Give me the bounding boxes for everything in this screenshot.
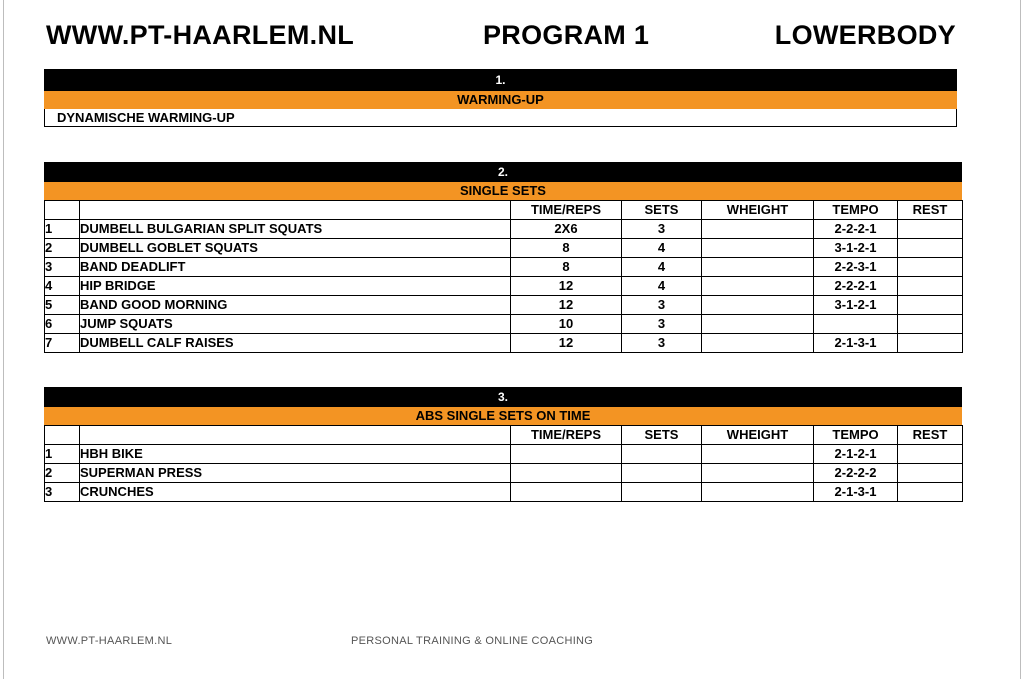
sets-cell: 3	[622, 296, 702, 315]
tempo-cell: 2-2-2-1	[814, 220, 898, 239]
weight-cell	[702, 239, 814, 258]
rest-cell	[898, 220, 963, 239]
row-number: 5	[45, 296, 80, 315]
weight-cell	[702, 445, 814, 464]
rest-cell	[898, 483, 963, 502]
sets-cell: 4	[622, 277, 702, 296]
time-reps-cell	[511, 445, 622, 464]
exercise-name: BAND DEADLIFT	[80, 258, 511, 277]
table-header-row	[45, 426, 963, 445]
row-number: 2	[45, 239, 80, 258]
col-header-time-reps: TIME/REPS	[511, 201, 622, 220]
rest-cell	[898, 258, 963, 277]
sets-cell	[622, 464, 702, 483]
col-header-sets: SETS	[622, 201, 702, 220]
rest-cell	[898, 445, 963, 464]
table-row	[45, 258, 963, 277]
rest-cell	[898, 334, 963, 353]
weight-cell	[702, 315, 814, 334]
col-header-time-reps: TIME/REPS	[511, 426, 622, 445]
exercise-name: CRUNCHES	[80, 483, 511, 502]
warming-up-content: DYNAMISCHE WARMING-UP	[44, 109, 957, 127]
section-abs-single-sets	[44, 387, 962, 502]
section-single-sets	[44, 162, 962, 353]
time-reps-cell: 8	[511, 239, 622, 258]
abs-sets-table	[44, 425, 963, 502]
rest-cell	[898, 239, 963, 258]
header-focus: LOWERBODY	[774, 20, 956, 50]
col-header-tempo: TEMPO	[814, 426, 898, 445]
exercise-name: DUMBELL GOBLET SQUATS	[80, 239, 511, 258]
table-row	[45, 483, 963, 502]
section-number: 2.	[44, 162, 962, 182]
tempo-cell: 2-1-3-1	[814, 334, 898, 353]
sets-cell: 4	[622, 239, 702, 258]
tempo-cell: 2-2-2-1	[814, 277, 898, 296]
exercise-name: HBH BIKE	[80, 445, 511, 464]
tempo-cell: 3-1-2-1	[814, 296, 898, 315]
exercise-name: JUMP SQUATS	[80, 315, 511, 334]
col-header-rest: REST	[898, 201, 963, 220]
tempo-cell	[814, 315, 898, 334]
table-row	[45, 239, 963, 258]
time-reps-cell: 12	[511, 277, 622, 296]
weight-cell	[702, 483, 814, 502]
exercise-name: BAND GOOD MORNING	[80, 296, 511, 315]
rest-cell	[898, 464, 963, 483]
row-number: 4	[45, 277, 80, 296]
table-header-row	[45, 201, 963, 220]
single-sets-table	[44, 200, 963, 353]
row-number: 2	[45, 464, 80, 483]
col-header-rest: REST	[898, 426, 963, 445]
col-header-exercise	[80, 426, 511, 445]
table-row	[45, 315, 963, 334]
footer-tagline: PERSONAL TRAINING & ONLINE COACHING	[351, 635, 594, 647]
section-title: WARMING-UP	[44, 91, 957, 109]
page-edge-right	[1020, 0, 1021, 679]
col-header-tempo: TEMPO	[814, 201, 898, 220]
row-number: 3	[45, 483, 80, 502]
row-number: 7	[45, 334, 80, 353]
tempo-cell: 2-2-3-1	[814, 258, 898, 277]
sets-cell	[622, 483, 702, 502]
time-reps-cell: 10	[511, 315, 622, 334]
time-reps-cell	[511, 483, 622, 502]
tempo-cell: 2-2-2-2	[814, 464, 898, 483]
table-row	[45, 334, 963, 353]
section-number: 3.	[44, 387, 962, 407]
table-row	[45, 445, 963, 464]
col-header-sets: SETS	[622, 426, 702, 445]
col-header-number	[45, 426, 80, 445]
rest-cell	[898, 296, 963, 315]
rest-cell	[898, 277, 963, 296]
page-edge-left	[3, 0, 4, 679]
header-site: WWW.PT-HAARLEM.NL	[46, 20, 355, 50]
table-row	[45, 277, 963, 296]
weight-cell	[702, 464, 814, 483]
weight-cell	[702, 296, 814, 315]
table-row	[45, 296, 963, 315]
row-number: 1	[45, 445, 80, 464]
sets-cell: 3	[622, 334, 702, 353]
tempo-cell: 2-1-2-1	[814, 445, 898, 464]
row-number: 6	[45, 315, 80, 334]
time-reps-cell: 8	[511, 258, 622, 277]
section-warming-up	[44, 69, 957, 127]
rest-cell	[898, 315, 963, 334]
col-header-weight: WHEIGHT	[702, 426, 814, 445]
time-reps-cell: 12	[511, 334, 622, 353]
sets-cell: 3	[622, 315, 702, 334]
sets-cell: 4	[622, 258, 702, 277]
page-header	[46, 20, 956, 54]
section-title: SINGLE SETS	[44, 182, 962, 200]
weight-cell	[702, 277, 814, 296]
tempo-cell: 3-1-2-1	[814, 239, 898, 258]
exercise-name: DUMBELL CALF RAISES	[80, 334, 511, 353]
row-number: 3	[45, 258, 80, 277]
sets-cell: 3	[622, 220, 702, 239]
table-row	[45, 464, 963, 483]
weight-cell	[702, 258, 814, 277]
col-header-number	[45, 201, 80, 220]
header-program: PROGRAM 1	[483, 20, 650, 50]
col-header-exercise	[80, 201, 511, 220]
tempo-cell: 2-1-3-1	[814, 483, 898, 502]
footer-site: WWW.PT-HAARLEM.NL	[46, 635, 173, 647]
time-reps-cell: 2X6	[511, 220, 622, 239]
exercise-name: SUPERMAN PRESS	[80, 464, 511, 483]
time-reps-cell	[511, 464, 622, 483]
exercise-name: DUMBELL BULGARIAN SPLIT SQUATS	[80, 220, 511, 239]
time-reps-cell: 12	[511, 296, 622, 315]
row-number: 1	[45, 220, 80, 239]
weight-cell	[702, 220, 814, 239]
col-header-weight: WHEIGHT	[702, 201, 814, 220]
weight-cell	[702, 334, 814, 353]
sets-cell	[622, 445, 702, 464]
section-number: 1.	[44, 69, 957, 91]
exercise-name: HIP BRIDGE	[80, 277, 511, 296]
section-title: ABS SINGLE SETS ON TIME	[44, 407, 962, 425]
table-row	[45, 220, 963, 239]
